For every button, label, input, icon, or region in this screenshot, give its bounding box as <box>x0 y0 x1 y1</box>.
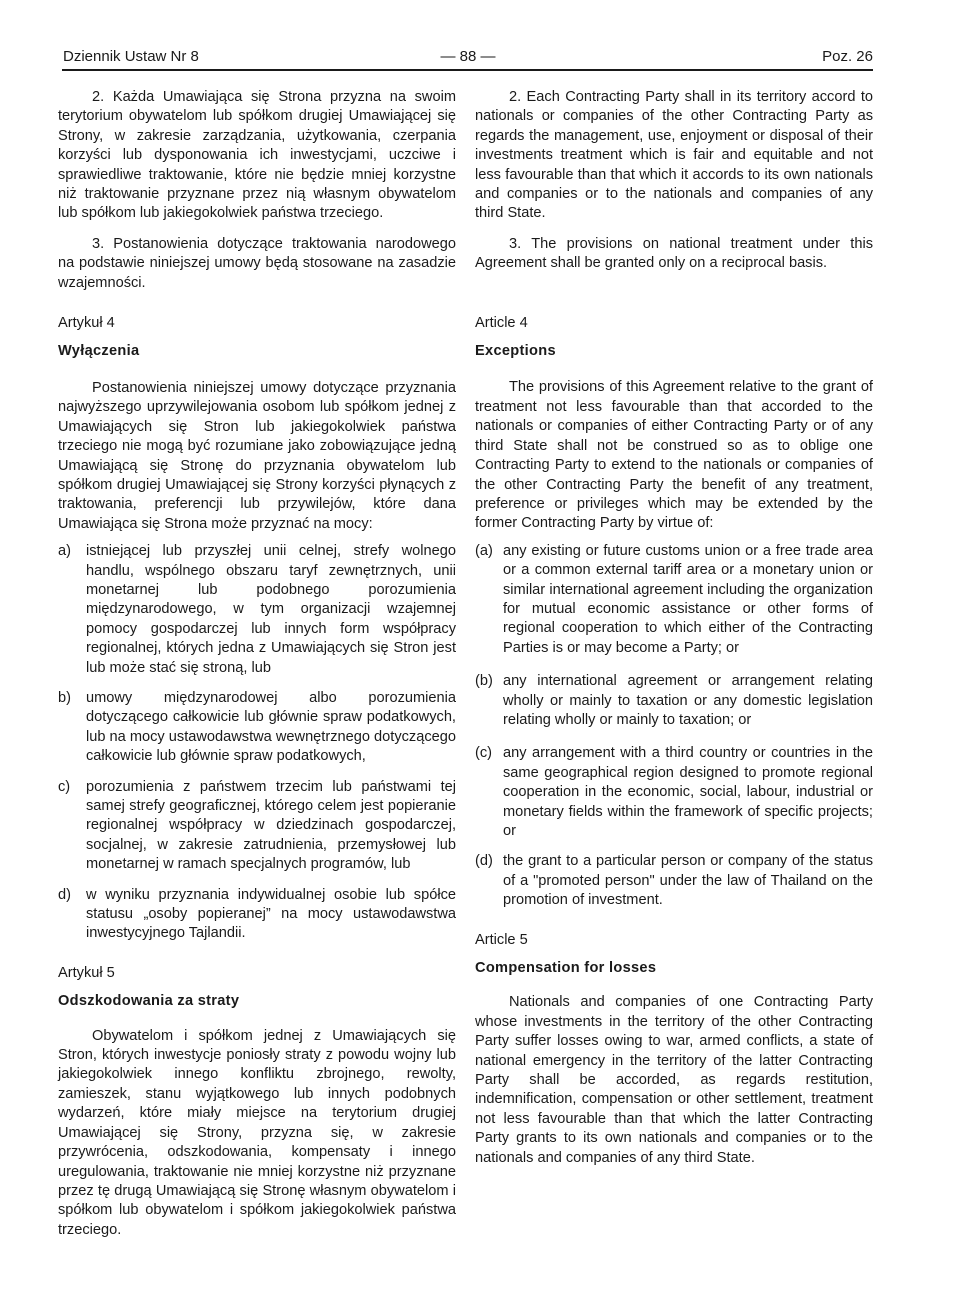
pl-item-a <box>58 542 456 678</box>
pl-item-label: a) <box>58 543 71 560</box>
pl-item-b <box>58 689 456 767</box>
en-paragraph-3: 3. The provisions on national treatment under this Agreement shall be granted only on a reciprocal basis. <box>475 235 873 272</box>
pl-item-label: d) <box>58 886 71 903</box>
en-item-label: (a) <box>475 542 493 559</box>
en-item-label: (c) <box>475 745 493 762</box>
pl-item-label: b) <box>58 689 71 706</box>
en-item-d <box>475 852 873 910</box>
en-item-label: (b) <box>475 673 493 690</box>
en-article-5-label: Article 5 <box>475 931 528 948</box>
en-article-4-intro: The provisions of this Agreement relative to the grant of treatment not less favourable than that accorded to the nationals or companies of either Contracting Party or of any third State shall not be construed so as to oblige one Contracting Party to extend to the nationals or companies of the other Contracting Party the benefit of any treatment, preference or privileges which may be extended by the former Contracting Party by virtue of: <box>475 379 873 532</box>
page-number: — 88 — <box>440 48 496 65</box>
en-article-5-title: Compensation for losses <box>475 960 657 977</box>
pl-item-text: w wyniku przyznania indywidualnej osobie lub spółce statusu „osoby popieranej” na mocy ustawodawstwa inwestycyjnego Tajlandii. <box>86 886 456 942</box>
en-item-a <box>475 542 873 658</box>
en-article-4-label: Article 4 <box>475 314 528 331</box>
pl-article-5-text: Obywatelom i spółkom jednej z Umawiających się Stron, których inwestycje poniosły straty z powodu wojny lub jakiegokolwiek innego konfliktu zbrojnego, rewolty, zamieszek, stanu wyjątkowego lub innych podobnych wydarzeń, które miały miejsce na terytorium drugiej Umawiającej się Strony, przyzna się, w zakresie przywrócenia, odszkodowania, kompensaty i innego uregulowania, traktowanie nie mniej korzystne niż przyznane przez tę drugą Umawiającą się Stronę własnym obywatelom i spółkom lub obywatelom i spółkom jakiegokolwiek państwa trzeciego. <box>58 1027 456 1238</box>
en-item-b <box>475 672 873 730</box>
en-item-text: any international agreement or arrangement relating wholly or mainly to taxation or any domestic legislation relating wholly or mainly to taxation; or <box>503 673 873 728</box>
en-article-5-text: Nationals and companies of one Contracting Party whose investments in the territory of the other Contracting Party suffer losses owing to war, armed conflicts, a state of national emergency in the territory of the latter Contracting Party shall be accorded, as regards restitution, indemnification, compensation or other settlement, treatment not less favourable than that which the latter Contracting Party grants to its own nationals and companies or to the nationals and companies of any third State. <box>475 994 873 1166</box>
pl-article-5-label: Artykuł 5 <box>58 964 115 981</box>
pl-paragraph-3: 3. Postanowienia dotyczące traktowania narodowego na podstawie niniejszej umowy będą stosowane na zasadzie wzajemności. <box>58 235 456 291</box>
en-item-text: any arrangement with a third country or countries in the same geographical region designed to promote regional cooperation in the economic, social, labour, industrial or monetary fields within the framework of specific projects; or <box>503 745 873 839</box>
en-article-4-title: Exceptions <box>475 343 556 360</box>
header-rule <box>62 69 873 71</box>
pl-item-text: umowy międzynarodowej albo porozumienia dotyczącego całkowicie lub głównie spraw podatkowych, lub na mocy ustawodawstwa wewnętrznego dotyczącego całkowicie lub głównie spraw podatkowych, <box>86 689 456 765</box>
pl-paragraph-2: 2. Każda Umawiająca się Strona przyzna na swoim terytorium obywatelom lub spółkom drugiej Umawiającej się Strony, w zakresie zarządzania, użytkowania, czerpania korzyści lub dysponowania ich inwestycjami, uczciwe i sprawiedliwe traktowanie, które nie będzie mniej korzystne niż traktowanie przyznane przez nią własnym obywatelom lub spółkom lub jakiegokolwiek państwa trzeciego. <box>58 89 456 222</box>
en-paragraph-2: 2. Each Contracting Party shall in its territory accord to nationals or companies of the other Contracting Party as regards the management, use, enjoyment or disposal of their investments treatment which is fair and equitable and not less favourable than that which it accords to its own nationals and companies or to the nationals and companies of any third State. <box>475 89 873 222</box>
pl-article-5-title: Odszkodowania za straty <box>58 993 240 1010</box>
english-column <box>475 88 873 1168</box>
pl-article-4-intro: Postanowienia niniejszej umowy dotyczące przyznania najwyższego uprzywilejowania osobom lub spółkom jednej z Umawiających się Stron lub jakiegokolwiek państwa trzeciego nie mogą być rozumiane jako zobowiązujące jedną Umawiającą się Stronę do przyznania obywatelom lub spółkom drugiej Umawiającej się Strony korzyści płynących z traktowania, preferencji lub przywilejów, które dana Umawiająca się Strona może przyznać na mocy: <box>58 379 456 532</box>
journal-name: Dziennik Ustaw Nr 8 <box>63 48 199 65</box>
pl-item-d <box>58 886 456 944</box>
pl-item-text: istniejącej lub przyszłej unii celnej, strefy wolnego handlu, wspólnego obszaru taryf zewnętrznych, unii monetarnej lub podobnego porozumienia międzynarodowego, w tym organizacji wzajemnej pomocy gospodarczej lub innych form współpracy regionalnej, których jedna z Umawiających się Stron jest lub może stać się stroną, lub <box>86 543 456 676</box>
pl-item-label: c) <box>58 778 71 795</box>
en-item-text: any existing or future customs union or a free trade area or a common external tariff area or a monetary union or similar international agreement including the organization for mutual economic assistance or other forms of regional cooperation to which either of the Contracting Parties is or may become a Party; or <box>503 542 873 656</box>
position-number: Poz. 26 <box>822 48 873 65</box>
polish-column <box>58 88 456 1240</box>
en-item-c <box>475 744 873 841</box>
pl-item-text: porozumienia z państwem trzecim lub państwami tej samej strefy geograficznej, którego celem jest popieranie regionalnej współpracy w dziedzinach gospodarczej, socjalnej, w zakresie zatrudnienia, przemysłowej lub monetarnej w ramach specjalnych programów, lub <box>86 778 456 873</box>
pl-article-4-title: Wyłączenia <box>58 343 140 360</box>
pl-item-c <box>58 778 456 875</box>
en-item-text: the grant to a particular person or company of the status of a "promoted person" under the law of Thailand on the promotion of investment. <box>503 853 873 909</box>
pl-article-4-label: Artykuł 4 <box>58 315 115 332</box>
en-item-label: (d) <box>475 853 493 870</box>
page-header <box>63 47 873 69</box>
